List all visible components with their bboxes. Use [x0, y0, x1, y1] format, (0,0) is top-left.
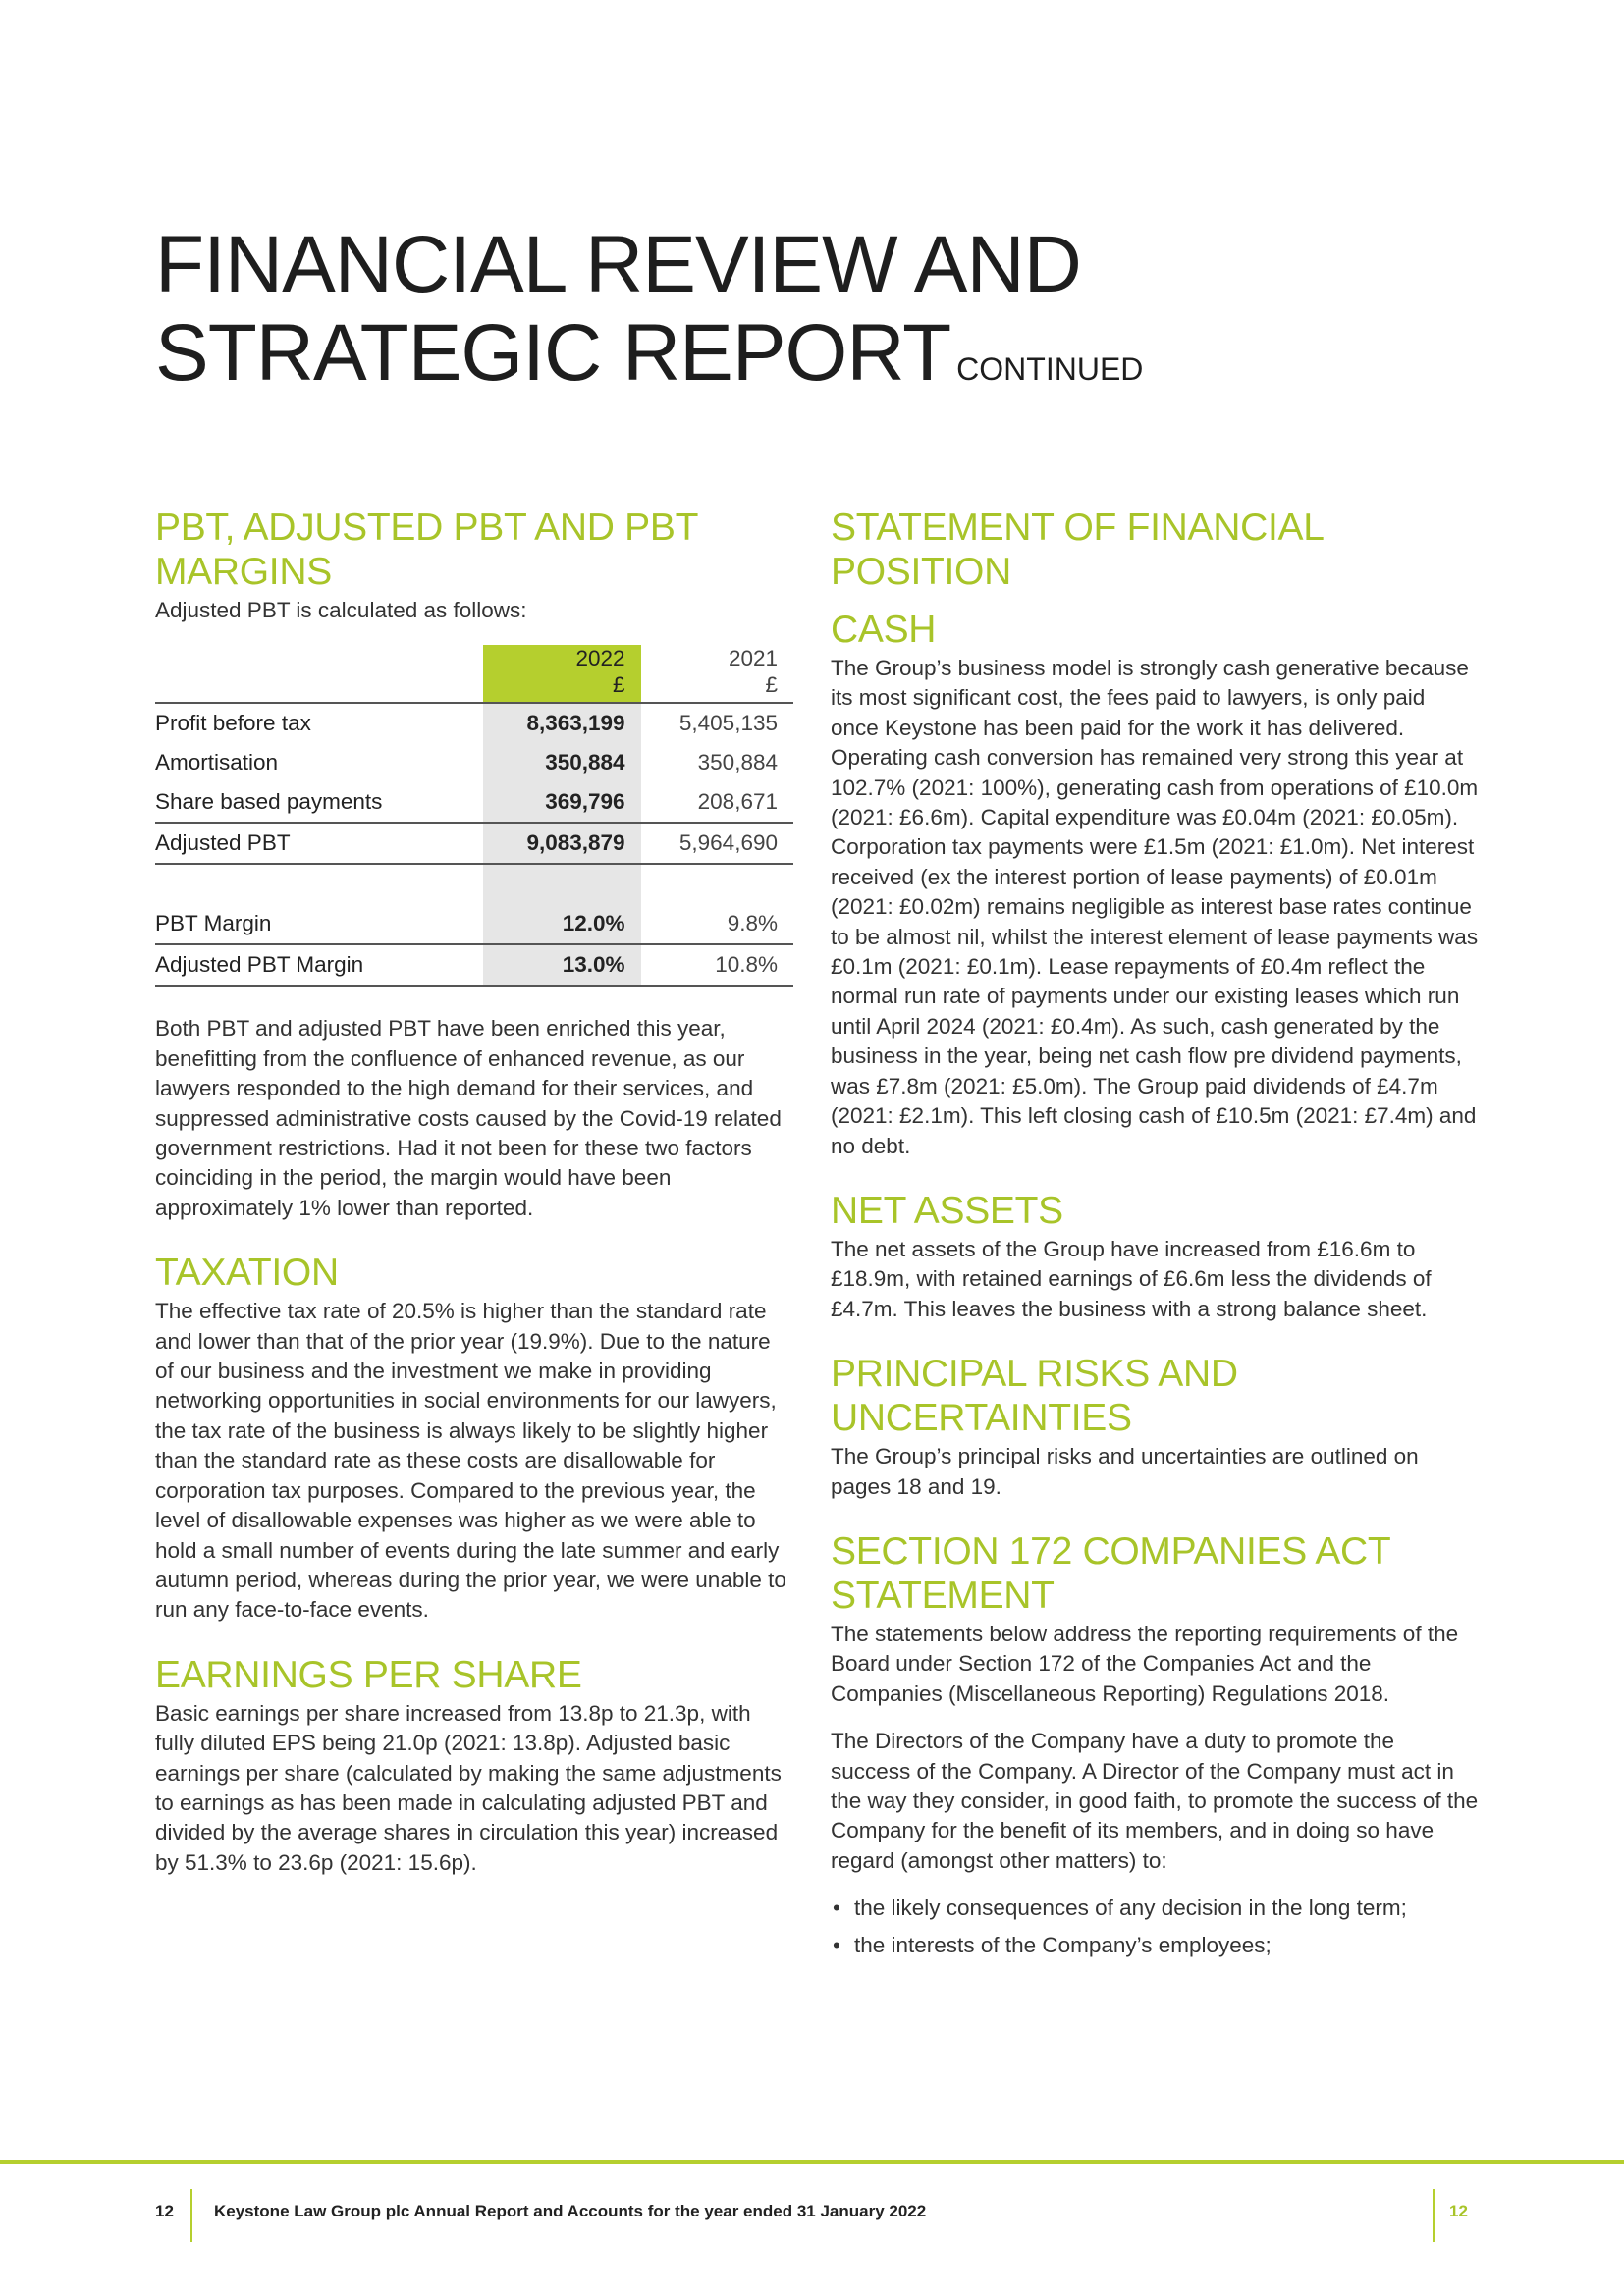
- taxation-heading: TAXATION: [155, 1252, 339, 1295]
- spacer: [155, 1223, 793, 1251]
- row-value-2021: 5,964,690: [641, 823, 793, 864]
- cash-heading: CASH: [831, 609, 937, 651]
- row-label: Adjusted PBT Margin: [155, 944, 483, 986]
- row-value-2022: 9,083,879: [483, 823, 641, 864]
- col-header-2022: [483, 645, 641, 703]
- spacer: [831, 1709, 1479, 1727]
- row-value-2021: 5,405,135: [641, 703, 793, 743]
- spacer: [831, 1161, 1479, 1189]
- page-number-right: 12: [1449, 2202, 1468, 2220]
- spacer: [155, 987, 793, 1014]
- spacer-cell: [155, 864, 483, 904]
- row-label: PBT Margin: [155, 911, 272, 936]
- row-label: Adjusted PBT: [155, 823, 483, 864]
- pbt-heading-line-2: MARGINS: [155, 551, 332, 593]
- col-2022-unit: £: [613, 672, 625, 698]
- bullet-icon: •: [833, 1896, 840, 1921]
- sofp-heading-line-2: POSITION: [831, 551, 1011, 593]
- list-item: [831, 1890, 1479, 1927]
- row-value-2021: 208,671: [697, 789, 778, 815]
- row-label: Share based payments: [155, 789, 383, 815]
- table-row: [155, 703, 793, 743]
- pbt-heading-line-1: PBT, ADJUSTED PBT AND PBT: [155, 507, 699, 549]
- s172-heading-line-1: SECTION 172 COMPANIES ACT: [831, 1529, 1391, 1573]
- list-item: [831, 1927, 1479, 1964]
- cash-body: The Group’s business model is strongly cash generative because its most significant cost, the fees paid to lawyers, is only paid once Keystone has been paid for the work it has delivered. Operating cash conversion has remained very strong this year at 102.7% (2021: 100%), generating cash from operations of £10.0m (2021: £6.6m). Capital expenditure was £0.04m (2021: £0.05m). Corporation tax payments were £1.5m (2021: £1.0m). Net interest received (ex the interest portion of lease payments) of £0.01m (2021: £0.02m) remains negligible as interest base rates continue to be almost nil, whilst the interest element of lease payments was £0.1m (2021: £0.1m). Lease repayments of £0.4m reflect the normal run rate of payments under our existing leases which run until April 2024 (2021: £0.4m). As such, cash generated by the business in the year, being net cash flow pre dividend payments, was £7.8m (2021: £5.0m). The Group paid dividends of £4.7m (2021: £2.1m). This left closing cash of £10.5m (2021: £7.4m) and no debt.: [831, 656, 1479, 1158]
- row-value-2022: 13.0%: [483, 944, 641, 986]
- spacer: [831, 594, 1479, 608]
- risks-heading-line-2: UNCERTAINTIES: [831, 1397, 1132, 1440]
- col-2021-unit: £: [765, 672, 778, 698]
- s172-heading: [831, 1529, 1479, 1618]
- s172-body-2: The Directors of the Company have a duty to promote the success of the Company. A Director of the Company must act in the way they consider, in good faith, to promote the success of the Company for the benefit of its members, and in doing so have regard (amongst other matters) to:: [831, 1729, 1479, 1873]
- row-value-2022: 369,796: [483, 782, 641, 823]
- footer-rule: [0, 2160, 1624, 2164]
- net-assets-heading: NET ASSETS: [831, 1189, 1063, 1232]
- net-assets-body: The net assets of the Group have increased from £16.6m to £18.9m, with retained earnings of £6.6m less the dividends of £4.7m. This leaves the business with a strong balance sheet.: [831, 1236, 1432, 1321]
- sofp-heading-line-1: STATEMENT OF FINANCIAL: [831, 507, 1325, 549]
- table-row: [155, 782, 793, 823]
- table-spacer-row: [155, 864, 793, 904]
- adjusted-pbt-table: [155, 645, 793, 987]
- spacer: [831, 1324, 1479, 1352]
- footer-separator: [1433, 2189, 1435, 2242]
- col-header-2021: [641, 645, 793, 703]
- table-header-label: [155, 645, 483, 703]
- row-value-2021: 10.8%: [641, 944, 793, 986]
- footer-report-title: Keystone Law Group plc Annual Report and Accounts for the year ended 31 January 2022: [214, 2202, 927, 2220]
- eps-heading: EARNINGS PER SHARE: [155, 1653, 582, 1696]
- sofp-heading: [831, 506, 1479, 594]
- pbt-intro: Adjusted PBT is calculated as follows:: [155, 598, 527, 622]
- risks-body: The Group’s principal risks and uncertainties are outlined on pages 18 and 19.: [831, 1444, 1419, 1499]
- pbt-heading: [155, 506, 793, 594]
- page-title: [155, 221, 1143, 413]
- s172-bullet-list: [831, 1890, 1479, 1964]
- row-value-2022: 8,363,199: [483, 703, 641, 743]
- row-value-2021: 9.8%: [727, 911, 778, 936]
- col-2021-year: 2021: [728, 646, 778, 671]
- s172-body-1: The statements below address the reporting requirements of the Board under Section 172 of the Companies Act and the Companies (Miscellaneous Reporting) Regulations 2018.: [831, 1621, 1459, 1706]
- list-item-text: the likely consequences of any decision in the long term;: [854, 1896, 1407, 1921]
- title-line-2: STRATEGIC REPORT: [155, 308, 951, 398]
- pbt-body: Both PBT and adjusted PBT have been enriched this year, benefitting from the confluence of enhanced revenue, as our lawyers responded to the high demand for their services, and suppressed administrative costs caused by the Covid-19 related government restrictions. Had it not been for these two factors coinciding in the period, the margin would have been approximately 1% lower than reported.: [155, 1016, 782, 1220]
- spacer-cell: [641, 864, 793, 904]
- taxation-body: The effective tax rate of 20.5% is higher than the standard rate and lower than that of the prior year (19.9%). Due to the nature of our business and the investment we make in providing networking opportunities in social environments for our lawyers, the tax rate of the business is always likely to be slightly higher than the standard rate as these costs are disallowable for corporation tax purposes. Compared to the previous year, the level of disallowable expenses was higher as we were able to hold a small number of events during the late summer and early autumn period, whereas during the prior year, we were unable to run any face-to-face events.: [155, 1299, 786, 1623]
- risks-heading: [831, 1352, 1479, 1440]
- title-line-1: FINANCIAL REVIEW AND: [155, 220, 1081, 309]
- row-label: Amortisation: [155, 750, 279, 775]
- table-row: [155, 904, 793, 944]
- spacer: [831, 1502, 1479, 1529]
- table-row: [155, 944, 793, 986]
- table-row: [155, 823, 793, 864]
- bullet-icon: •: [833, 1933, 840, 1958]
- col-2022-year: 2022: [575, 646, 625, 671]
- spacer-cell: [483, 864, 641, 904]
- right-column: [831, 506, 1479, 1964]
- title-continued: CONTINUED: [956, 351, 1144, 387]
- page-number-left: 12: [155, 2202, 174, 2220]
- row-value-2022: 350,884: [483, 743, 641, 782]
- table-row: [155, 743, 793, 782]
- risks-heading-line-1: PRINCIPAL RISKS AND: [831, 1353, 1238, 1396]
- s172-heading-line-2: STATEMENT: [831, 1574, 1055, 1617]
- row-value-2021: 350,884: [697, 750, 778, 775]
- row-label: Profit before tax: [155, 703, 483, 743]
- table-header-row: [155, 645, 793, 703]
- spacer: [155, 1626, 793, 1653]
- row-value-2022: 12.0%: [483, 904, 641, 944]
- left-column: [155, 506, 793, 1878]
- eps-body: Basic earnings per share increased from 13.8p to 21.3p, with fully diluted EPS being 21.0p (2021: 13.8p). Adjusted basic earnings per share (calculated by making the same adjustments to earnings as has been made in calculating adjusted PBT and divided by the average shares in circulation this year) increased by 51.3% to 23.6p (2021: 15.6p).: [155, 1700, 782, 1875]
- footer-separator: [190, 2189, 192, 2242]
- list-item-text: the interests of the Company’s employees;: [854, 1933, 1272, 1958]
